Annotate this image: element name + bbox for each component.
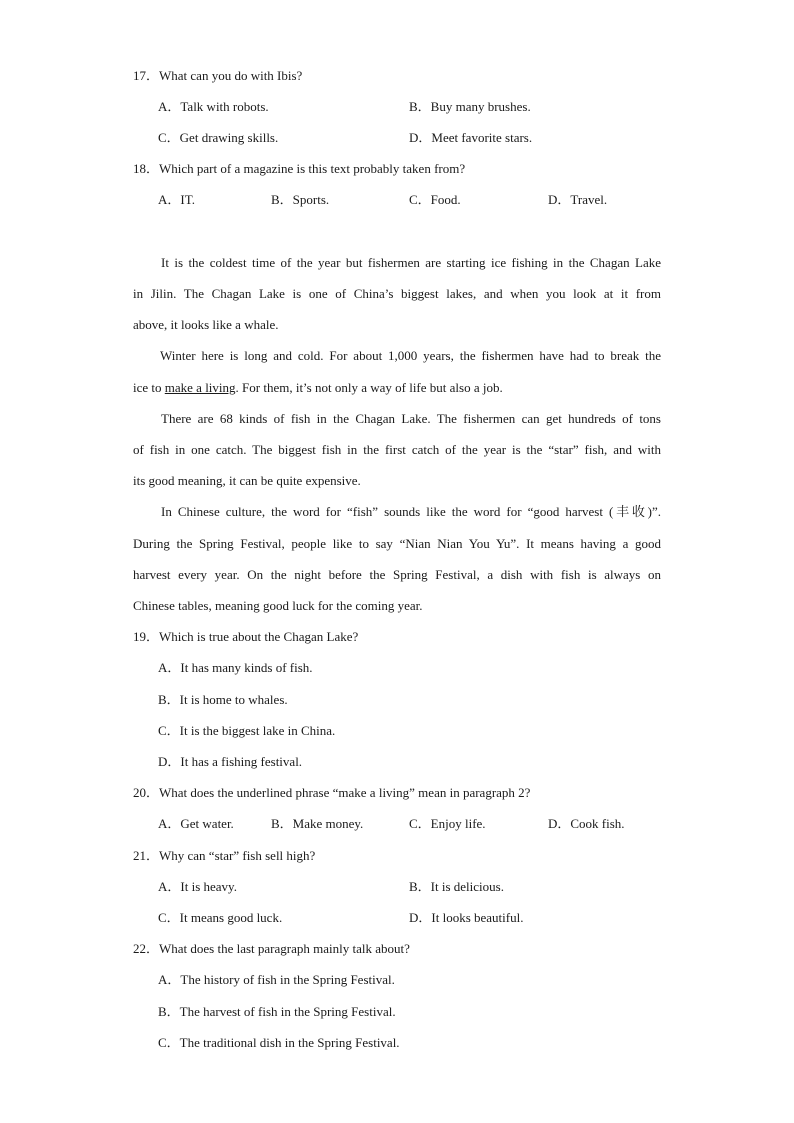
passage-p2-line1: Winter here is long and cold. For about 1,000 years, the fishermen have had to break the bbox=[160, 348, 661, 363]
question-20-option-d: D．Cook fish. bbox=[548, 816, 625, 831]
question-20-stem: 20．What does the underlined phrase “make a living” mean in paragraph 2? bbox=[133, 785, 531, 800]
question-21-option-d: D．It looks beautiful. bbox=[409, 910, 524, 925]
passage-p3-line1: There are 68 kinds of fish in the Chagan Lake. The fishermen can get hundreds of tons bbox=[161, 411, 661, 426]
question-21-option-b: B．It is delicious. bbox=[409, 879, 504, 894]
underlined-phrase: make a living bbox=[164, 380, 236, 395]
question-17-option-c: C．Get drawing skills. bbox=[158, 130, 279, 145]
passage-p2-line2 bbox=[133, 380, 661, 396]
question-17-option-d: D．Meet favorite stars. bbox=[409, 130, 533, 145]
question-19-option-a: A．It has many kinds of fish. bbox=[158, 660, 313, 675]
passage-p2-post: . For them, it’s not only a way of life but also a job. bbox=[235, 380, 503, 395]
question-21-stem: 21．Why can “star” fish sell high? bbox=[133, 848, 316, 863]
question-18-option-d: D．Travel. bbox=[548, 192, 608, 207]
passage-p4-line1: In Chinese culture, the word for “fish” sounds like the word for “good harvest (丰收)”. bbox=[161, 504, 661, 519]
question-18-option-a: A．IT. bbox=[158, 192, 195, 207]
question-20-option-a: A．Get water. bbox=[158, 816, 234, 831]
question-22-stem: 22．What does the last paragraph mainly talk about? bbox=[133, 941, 410, 956]
question-19-option-b: B．It is home to whales. bbox=[158, 692, 288, 707]
question-18-stem: 18．Which part of a magazine is this text probably taken from? bbox=[133, 161, 466, 176]
question-18-option-b: B．Sports. bbox=[271, 192, 330, 207]
question-19-option-c: C．It is the biggest lake in China. bbox=[158, 723, 336, 738]
passage-p1-line2: in Jilin. The Chagan Lake is one of China’s biggest lakes, and when you look at it from bbox=[133, 286, 661, 301]
question-22-option-a: A．The history of fish in the Spring Festival. bbox=[158, 972, 395, 987]
question-22-option-c: C．The traditional dish in the Spring Festival. bbox=[158, 1035, 400, 1050]
question-19-stem: 19．Which is true about the Chagan Lake? bbox=[133, 629, 359, 644]
passage-p3-line2: of fish in one catch. The biggest fish in the first catch of the year is the “star” fish, and with bbox=[133, 442, 661, 457]
question-21-option-a: A．It is heavy. bbox=[158, 879, 237, 894]
passage-p2-pre: ice to bbox=[133, 380, 165, 395]
passage-p3-line3: its good meaning, it can be quite expensive. bbox=[133, 473, 361, 488]
passage-p1-line3: above, it looks like a whale. bbox=[133, 317, 279, 332]
passage-p1-line1: It is the coldest time of the year but fishermen are starting ice fishing in the Chagan Lake bbox=[161, 255, 661, 270]
passage-p4-line4: Chinese tables, meaning good luck for the coming year. bbox=[133, 598, 423, 613]
question-17-option-b: B．Buy many brushes. bbox=[409, 99, 531, 114]
question-18-option-c: C．Food. bbox=[409, 192, 461, 207]
passage-p4-line2: During the Spring Festival, people like to say “Nian Nian You Yu”. It means having a good bbox=[133, 536, 661, 551]
question-22-option-b: B．The harvest of fish in the Spring Festival. bbox=[158, 1004, 396, 1019]
question-20-option-c: C．Enjoy life. bbox=[409, 816, 486, 831]
question-17-option-a: A．Talk with robots. bbox=[158, 99, 269, 114]
question-19-option-d: D．It has a fishing festival. bbox=[158, 754, 303, 769]
passage-p4-line3: harvest every year. On the night before the Spring Festival, a dish with fish is always on bbox=[133, 567, 661, 582]
question-20-option-b: B．Make money. bbox=[271, 816, 364, 831]
question-17-stem: 17．What can you do with Ibis? bbox=[133, 68, 303, 83]
question-21-option-c: C．It means good luck. bbox=[158, 910, 283, 925]
